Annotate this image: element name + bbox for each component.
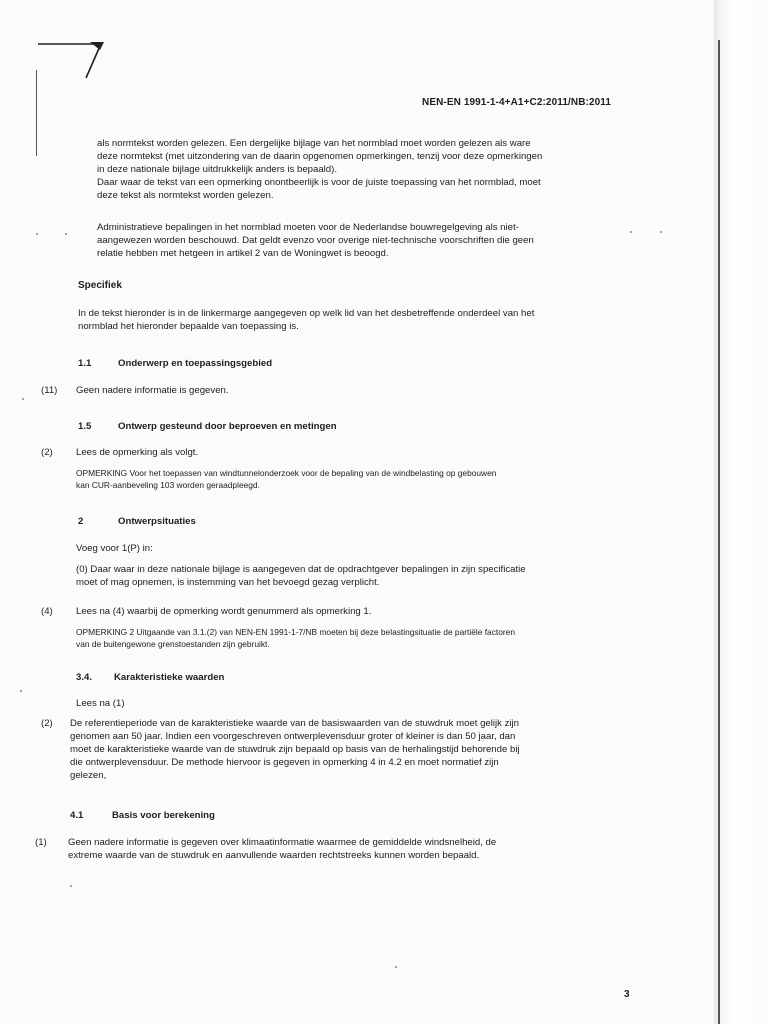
section-3-4-marker: (2)	[41, 718, 53, 729]
section-2-number: 2	[78, 516, 84, 527]
page-edge-shadow	[714, 0, 768, 1024]
section-2-lees: Lees na (4) waarbij de opmerking wordt genummerd als opmerking 1.	[76, 606, 372, 617]
section-2-note: OPMERKING 2 Uitgaande van 3.1.(2) van NEN-EN 1991-1-7/NB moeten bij deze belastingsituatie de partiële factoren van de buitengewone grenstoestanden zijn gebruikt.	[76, 627, 515, 649]
section-3-4-intro: Lees na (1)	[76, 698, 125, 709]
section-4-1-number: 4.1	[70, 810, 84, 821]
margin-line	[36, 70, 37, 156]
section-1-1-number: 1.1	[78, 358, 92, 369]
intro-paragraph-2: Administratieve bepalingen in het normblad moeten voor de Nederlandse bouwregelgeving als niet- aangewezen worden beschouwd. Dat geldt evenzo voor overige niet-technische voorschriften die geen relatie hebben met hetgeen in artikel 2 van de Woningwet is beoogd.	[97, 222, 534, 259]
document-code: NEN-EN 1991-1-4+A1+C2:2011/NB:2011	[422, 97, 612, 108]
scan-speck	[36, 233, 38, 235]
section-1-1-title: Onderwerp en toepassingsgebied	[118, 358, 273, 369]
section-1-1-text: Geen nadere informatie is gegeven.	[76, 385, 229, 396]
section-1-5-title: Ontwerp gesteund door beproeven en metingen	[118, 421, 337, 432]
section-3-4-number: 3.4.	[76, 672, 93, 683]
staple-corner-icon	[34, 38, 106, 82]
section-1-5-marker: (2)	[41, 447, 53, 458]
page-number: 3	[624, 989, 630, 1000]
scan-speck	[20, 690, 22, 692]
scan-edge-line	[718, 40, 720, 1024]
section-2-marker: (4)	[41, 606, 53, 617]
specifiek-text: In de tekst hieronder is in de linkermarge aangegeven op welk lid van het desbetreffende onderdeel van het normblad het hieronder bepaalde van toepassing is.	[78, 308, 535, 332]
section-4-1-marker: (1)	[35, 837, 47, 848]
section-1-5-number: 1.5	[78, 421, 92, 432]
intro-paragraph-1: als normtekst worden gelezen. Een dergelijke bijlage van het normblad moet worden gelezen als ware deze normtekst (met uitzondering van de daarin opgenomen opmerkingen, tenzij voor deze opmerkingen in deze nationale bijlage uitdrukkelijk anders is bepaald). Daar waar de tekst van een opmerking onontbeerlijk is voor de juiste toepassing van het normblad, moet deze tekst als normtekst worden gelezen.	[97, 138, 543, 201]
scan-speck	[22, 398, 24, 400]
section-4-1-title: Basis voor berekening	[112, 810, 215, 821]
section-4-1-text: Geen nadere informatie is gegeven over klimaatinformatie waarmee de gemiddelde windsnelheid, de extreme waarde van de stuwdruk en aanvullende waarden rechtstreeks kunnen worden bepaald.	[68, 837, 497, 861]
section-1-5-note: OPMERKING Voor het toepassen van windtunnelonderzoek voor de bepaling van de windbelasting op gebouwen kan CUR-aanbeveling 103 worden geraadpleegd.	[76, 468, 497, 490]
scan-speck	[65, 233, 67, 235]
scan-speck	[630, 231, 632, 233]
specifiek-heading: Specifiek	[78, 280, 122, 291]
section-2-text: (0) Daar waar in deze nationale bijlage is aangegeven dat de opdrachtgever bepalingen in zijn specificatie moet of mag opnemen, is instemming van het bevoegd gezag verplicht.	[76, 564, 526, 588]
scan-speck	[70, 885, 72, 887]
section-1-5-text: Lees de opmerking als volgt.	[76, 447, 199, 458]
scan-speck	[660, 231, 662, 233]
section-3-4-text: De referentieperiode van de karakteristieke waarde van de basiswaarden van de stuwdruk moet gelijk zijn genomen aan 50 jaar. Indien een voorgeschreven ontwerplevensduur groter of kleiner is dan 50 jaar, dan moet de karakteristieke waarde van de stuwdruk zijn bepaald op basis van de herhalingstijd behorende bij die ontwerplevensduur. De methode hiervoor is gegeven in opmerking 4 in 4.2 en moet normatief zijn gelezen,	[70, 718, 520, 781]
section-3-4-title: Karakteristieke waarden	[114, 672, 225, 683]
section-2-intro: Voeg voor 1(P) in:	[76, 543, 153, 554]
section-1-1-marker: (11)	[41, 385, 58, 396]
section-2-title: Ontwerpsituaties	[118, 516, 196, 527]
scan-speck	[395, 966, 397, 968]
